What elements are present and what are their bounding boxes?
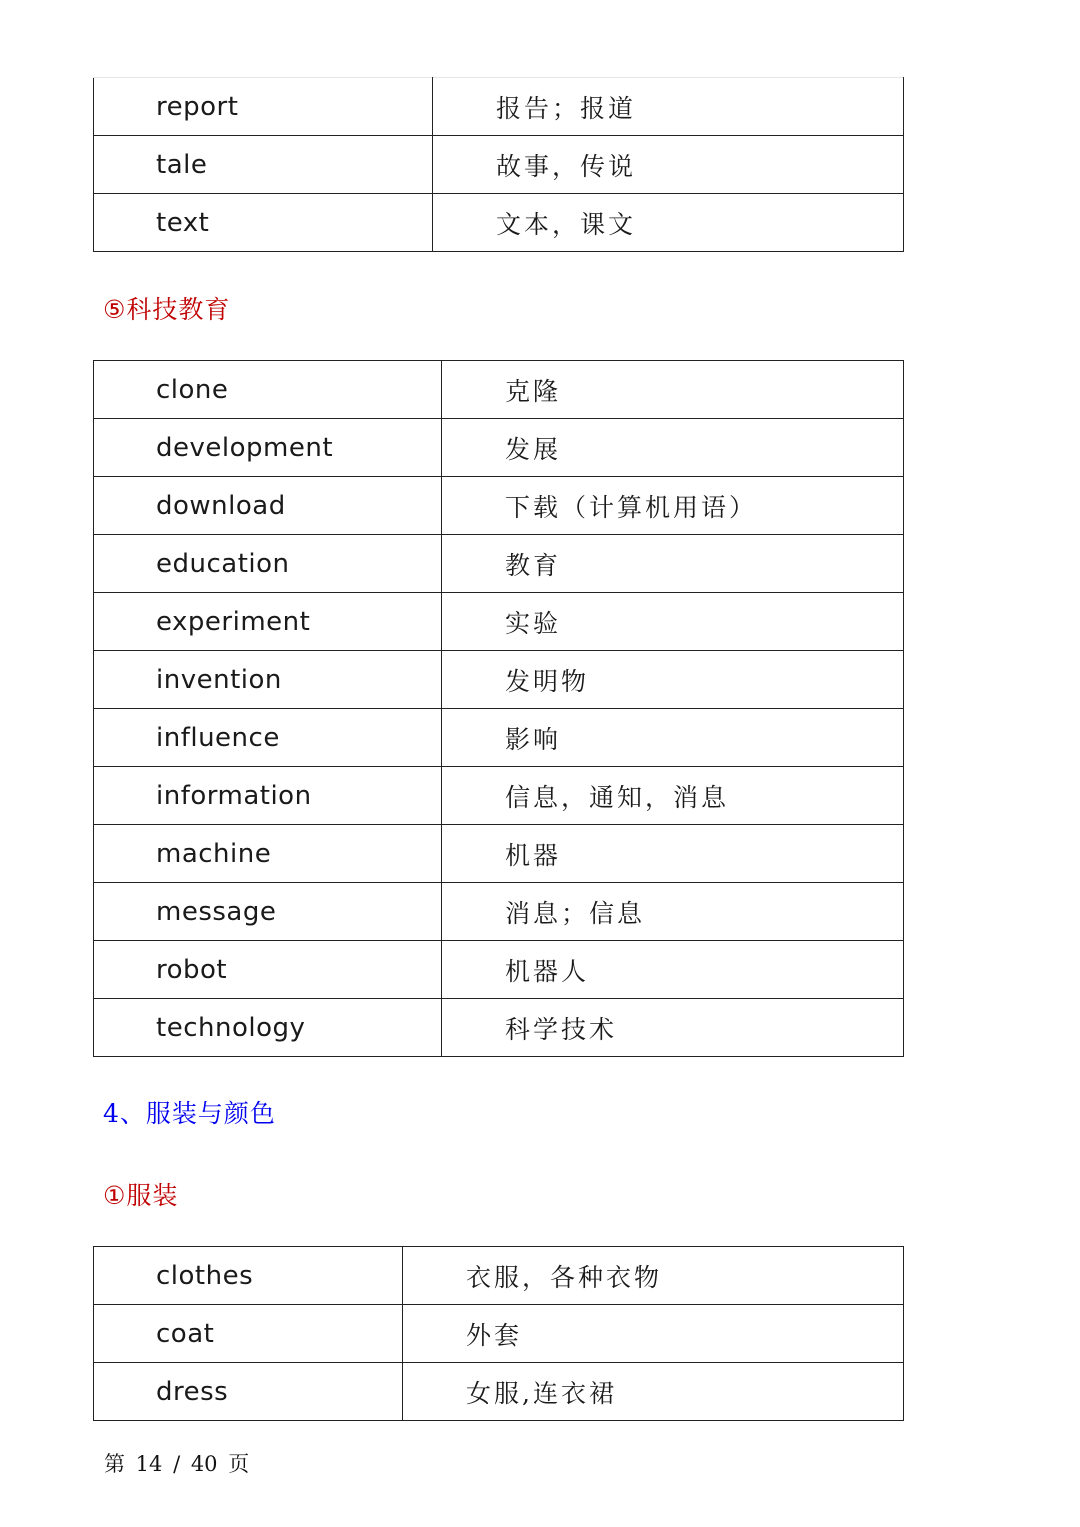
vocab-table-tech <box>93 360 904 1057</box>
table-row <box>94 535 904 593</box>
english-word: clothes <box>94 1247 403 1305</box>
chinese-meaning: 影响 <box>442 709 904 767</box>
english-word: message <box>94 883 442 941</box>
table-row <box>94 1247 904 1305</box>
chinese-meaning: 实验 <box>442 593 904 651</box>
table-row <box>94 1363 904 1421</box>
english-word: education <box>94 535 442 593</box>
english-word: report <box>94 78 433 136</box>
chinese-meaning: 机器人 <box>442 941 904 999</box>
section-heading-tech: ⑤科技教育 <box>103 295 231 324</box>
table-row <box>94 1305 904 1363</box>
chinese-meaning: 女服,连衣裙 <box>403 1363 904 1421</box>
chinese-meaning: 教育 <box>442 535 904 593</box>
table-row <box>94 883 904 941</box>
table-row <box>94 767 904 825</box>
chinese-meaning: 科学技术 <box>442 999 904 1057</box>
section-heading-clothing-color: 4、服装与颜色 <box>103 1099 276 1128</box>
table-row <box>94 999 904 1057</box>
chinese-meaning: 机器 <box>442 825 904 883</box>
english-word: tale <box>94 136 433 194</box>
table-row <box>94 477 904 535</box>
english-word: coat <box>94 1305 403 1363</box>
table-row <box>94 941 904 999</box>
english-word: download <box>94 477 442 535</box>
table-row <box>94 593 904 651</box>
chinese-meaning: 文本，课文 <box>433 194 904 252</box>
table-row <box>94 194 904 252</box>
chinese-meaning: 信息，通知，消息 <box>442 767 904 825</box>
chinese-meaning: 外套 <box>403 1305 904 1363</box>
english-word: dress <box>94 1363 403 1421</box>
page-number: 第 14 / 40 页 <box>104 1452 250 1476</box>
english-word: robot <box>94 941 442 999</box>
chinese-meaning: 发明物 <box>442 651 904 709</box>
english-word: technology <box>94 999 442 1057</box>
english-word: experiment <box>94 593 442 651</box>
table-row <box>94 709 904 767</box>
chinese-meaning: 衣服，各种衣物 <box>403 1247 904 1305</box>
vocab-table-clothes <box>93 1246 904 1421</box>
english-word: influence <box>94 709 442 767</box>
chinese-meaning: 发展 <box>442 419 904 477</box>
chinese-meaning: 故事，传说 <box>433 136 904 194</box>
table-row <box>94 361 904 419</box>
vocab-table-top <box>93 77 904 252</box>
table-row <box>94 78 904 136</box>
table-row <box>94 136 904 194</box>
table-row <box>94 419 904 477</box>
english-word: clone <box>94 361 442 419</box>
english-word: development <box>94 419 442 477</box>
english-word: invention <box>94 651 442 709</box>
chinese-meaning: 下载（计算机用语） <box>442 477 904 535</box>
table-row <box>94 651 904 709</box>
chinese-meaning: 报告；报道 <box>433 78 904 136</box>
chinese-meaning: 克隆 <box>442 361 904 419</box>
table-row <box>94 825 904 883</box>
english-word: text <box>94 194 433 252</box>
section-heading-clothes: ①服装 <box>103 1181 179 1210</box>
english-word: machine <box>94 825 442 883</box>
chinese-meaning: 消息；信息 <box>442 883 904 941</box>
english-word: information <box>94 767 442 825</box>
